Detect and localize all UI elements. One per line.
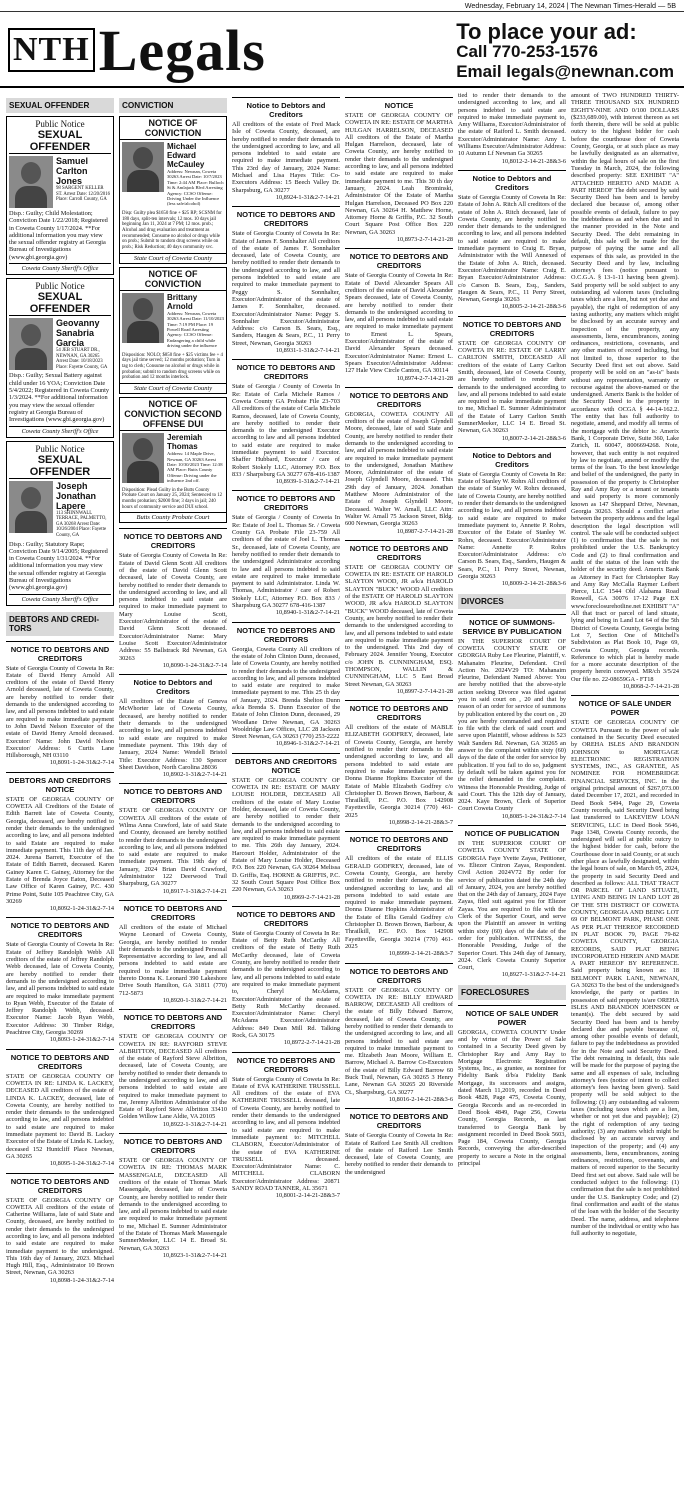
convict-name: Brittany Arnold (167, 292, 198, 311)
notice-body: GEORGIA, COWETA COUNTY Under and by virtue of the Power of Sale contained in a Security Deed given by Christopher Ray and Amy Ray to Mortgage Electronic Registration Systems, Inc., as grantee, as nominee for Fidelity Bank d/b/a Fidelity Bank Mortgage, its successors and assigns, dated March 11,2019, recorded in Deed Book 4828, Page 475, Coweta County, Georgia Records and as re-recorded in Deed Book 4849, Page 256, Coweta County, Georgia Records, as last transferred to Georgia Bank by assignment recorded in Deed Book 5603, Page 184, Coweta County, Georgia Records, conveying the after-described property to secure a Note in the original principal (458, 1028, 566, 1168)
conviction-court: State Court of Coweta County (120, 383, 226, 393)
offender-footer: Coweta County Sheriff's Office (9, 263, 111, 272)
conviction-info (167, 142, 224, 207)
notice-body: STATE OF GEORGIA COUNTY OF COWETA IN RE: LINDA K. LACKEY, DECEASED All creditors of the estate of LINDA K. LACKEY, deceased, late of Coweta County, are hereby notified to render their demands to the undersigned according to law, and all persons indebted to said estate are required to make immediate payment to: David B. Lackey Executor of the Estate of Linda K. Lackey, deceased 152 Huntcliff Place Newnan, GA 30265 (6, 1072, 114, 1160)
notice-reference: 10,8931-1-31&2-7-14-21 (275, 347, 340, 355)
notice-body: State of Georgia County of Coweta In Re: Estate of John A. Ritch All creditors of the estate of John A. Ritch deceased, late of Coweta County, are hereby notified to render their demands to the undersigned according to law, and all persons indebted to said estate are required to make immediate payment to Craig E. Bryan, Administrator with the Will Annexed of the Estate of John A. Ritch, deceased. Executor/Administrator Name: Craig E. Bryan Executor/Administrator Address: c/o Carson B. Sears, Esq., Sanders, Haugen & Sears, P.C., 11 Perry Street, Newnan, Georgia 30263 (458, 193, 566, 304)
notice-body: All creditors of the estate of ELLIS GERALD GODFREY, deceased, late of Coweta County, Georgia, are hereby notified to render their demands to the undersigned according to law, and all persons indebted to said estate are required to make immediate payment. Donna Dianne Hopkins Administrator of the Estate of Ellis Gerald Godfrey c/o Christopher D. Brown Brown, Barbour, & Thrailkill, P.C. P.O. Box 142908 Fayetteville, Georgia 30214 (770) 461-2025 (345, 855, 453, 950)
notice-body: STATE OF GEORGIA COUNTY OF COWETA Pursuant to the power of sale contained in the Security Deed executed by OREHA ISLES AND BRANDON JOHNSON to MORTGAGE ELECTRONIC REGISTRATION SYSTEMS, INC., AS GRANTEE, AS NOMINEE FOR HOMEBRIDGE FINANCIAL SERVICES, INC. in the original principal amount of $267,073.00 dated December 17, 2021, and recorded in Deed Book 5494, Page 29, Coweta County records, said Security Deed being last transferred to LAKEVIEW LOAN SERVICING, LLC in Deed Book 5646, Page 1348, Coweta County records, the undersigned will sell at public outcry to the highest bidder for cash, before the Courthouse door in said County, or at such other place as lawfully designated, within the legal hours of sale, on March 05, 2024, the property in said Security Deed and described as follows: ALL THAT TRACT OR PARCEL OF LAND SITUATE, LYING AND BEING IN LAND LOT 28 OF THE 5TH DISTRICT OF COWETA COUNTY, GEORGIA AND BEING LOT 69 OF BELMONT PARK, PHASE ONE AS PER PLAT THEREOF RECORDED IN PLAT BOOK 79, PAGE 79-82 COWETA COUNTY, GEORGIA RECORDS, SAID PLAT BEING INCORPORATED HEREIN AND MADE A PART HEREOF BY REFERENCE. Said property being known as: 18 BELMONT PARK LANE, NEWNAN, GA 30263 To the best of the undersigned's knowledge, the party or parties in possession of said property is/are OREHA ISLES AND BRANDON JOHNSON or tenant(s). The debt secured by said Security Deed has been and is hereby declared due and payable because of, among other possible events of default, failure to pay the indebtedness as provided for in the Note and said Security Deed. The debt remaining in default, this sale will be made for the purpose of paying the same and all expenses of sale, including attorney's fees (notice of intent to collect attorney's fees having been given). Said property will be sold subject to the following: (1) any outstanding ad valorem taxes (including taxes which are a lien, whether or not yet due and payable); (2) the right of redemption of any taxing authority; (3) any matters which might be disclosed by an accurate survey and inspection of the property; and (4) any assessments, liens, encumbrances, zoning ordinances, restrictions, covenants, and matters of record superior to the Security Deed first set out above. Said sale will be conducted subject to the following: (1) confirmation that the sale is not prohibited under the U.S. Bankruptcy Code; and (2) final confirmation and audit of the status of the loan with the holder of the Security Deed. The name, address, and telephone number of the individual or entity who has full authority to negotiate, (571, 719, 679, 1238)
offender-details: 98 SARGENT KELLER ST. Arrest Date: 12/20/2016 Place: Carroll County, GA (56, 186, 111, 203)
notice-body: All creditors of the Estate of Geneva McWhorter late of Coweta County, deceased, are hereby notified to render their demands to the undersigned according to law, and all persons indebted to said estate are required to make immediate payment. This 19th day of January, 2024 Name: Wendell Bristol Title: Executor Address: 130 Spencer Sheet Davidson, North Carolina 28036 (119, 698, 227, 771)
notice-reference: 10,8917-1-31&2-7-14-21 (162, 887, 227, 895)
column-6 (571, 92, 679, 1510)
notice-reference: 10,8068-2-7-14-21-28 (622, 683, 679, 691)
sex-offender-notice (6, 441, 114, 606)
section-conviction: CONVICTION (119, 98, 227, 113)
convict-details: Address: Newnan, Coweta 30263 Arrest Date: 11/10/2023 Time: 7:19 PM Place: 19 Powell Road Arresting Agency: CCSO Offense: Endangering a child while driving under the influence (167, 310, 224, 349)
notice-reference: 10,8999-2-14-21-28&3-7 (388, 950, 453, 958)
notice-body: State of Georgia County of Coweta In Re: Estate of David Henry Arnold All creditors of the estate of David Henry Arnold deceased, late of Coweta County, are hereby notified to render their demands to the undersigned according to law, and all persons indebted to said estate are required to make immediate payment to John David Nelson Executor of the estate of David Henry Arnold deceased. Executor/ Name: John David Nelson Executor/ Address: 6 Curtis Lane Hillsborough, NH 03110 (6, 664, 114, 760)
section-foreclosures: FORECLOSURES (458, 985, 566, 1000)
public-notice-label: Public Notice (35, 119, 85, 129)
notice-body: STATE OF GEORGIA COUNTY OF COWETA IN RE: RAYFORD STEVE ALBRITTON, DECEASED All creditors of the estate of Rayford Steve Albritton, deceased, late of Coweta County, are hereby notified to render their demands to the undersigned according to law, and all persons indebted to said estate are required to make immediate payment to me, Jeremy Albritton Administrator of the Estate of Rayford Steve Albritton 33410 Golden Willow Lane Aldie, VA 20105 (119, 1033, 227, 1121)
offender-photo (9, 481, 53, 533)
notice-body: State of Georgia County of Coweta In Re: Estate of David Glenn Scott All creditors of the estate of David Glenn Scott deceased, late of Coweta County, are hereby notified to render their demands to the undersigned according to law, and all persons indebted to said estate are required to make immediate payment to Mary Louise Scott, Executor/Administrator of the estate of David Glenn Scott deceased. Executor/Administrator Name: Mary Louise Scott Executor/Administrator Address: 55 Ballstrack Rd Newnan, GA 30263 (119, 552, 227, 662)
notice-heading: Notice to Debtors and Creditors (119, 674, 227, 696)
notice-body: State of Georgia County of Coweta In Re: Estate of EVA KATHERINE TRUSSELL All creditors of the estate of EVA KATHERINE TRUSSELL deceased, late of Coweta County, are hereby notified to render their demands to the undersigned according to law, and all persons indebted to said estate are required to make immediate payment to: MITCHELL CLABORN, Executor/Administrator of the estate of EVA KATHERINE TRUSSELL deceased. Executor/Administrator Name: C. MITCHELL CLABORN Executor/Administrator Address: 20871 SANDY ROAD TANNER, AL 35671 (232, 1075, 340, 1193)
conviction-notice (119, 116, 227, 264)
notice-body: IN THE SUPERIOR COURT OF COWETA COUNTY STATE OF GEORGIA Faye Yvette Zayas, Petitioner, vs. Eliezer Cintron Zayas, Respondent. Civil Action 2024V72 By order for service of publication dated the 24th day of January, 2024, you are hereby notified that on the 24th day of January, 2024 Faye Zayas, filed suit against you for Eliezer Zayas. You are required to file with the Clerk of the Superior Court, and serve upon the Plaintiff an answer in writing within sixty (60) days of the date of the order for publication. WITNESS, the Honorable Presiding, Judge of the Superior Court. This 24th day of January, 2024. Clerk Coweta County Superior Court, (458, 840, 566, 972)
notice-heading: NOTICE TO DEBTORS AND CREDITORS (232, 622, 340, 644)
conviction-disposition: Disposition: NOLO; $850 fine + $25 victims fee + 4 days jail time served; 12 months probation; Turn in tag to clerk; Consume no alcohol or drugs while in probation; submit to random drug screens while on probation and 12 months interlock. (122, 352, 223, 381)
column-1 (6, 92, 114, 1510)
notice-body: State of Georgia / County of Coweta In Re: Estate of Carla Michele Ramos / Coweta County GA Probate File 23-703 All creditors of the estate of Carla Michele Ramos, deceased, late of Coweta County, are hereby notified to render their demands to the undersigned Executor according to law and all persons indebted to said estate are required to make immediate payment to said Executor. Shaffer Hubbard, Executor / care of Robert Stokely LLC, Attorney P.O. Box 833 / Sharpsburg GA 30277 678-416-1387 (232, 383, 340, 478)
place-ad-heading: To place your ad: (456, 19, 637, 44)
notice-heading: NOTICE TO DEBTORS AND CREDITORS (458, 316, 566, 338)
conviction-heading: NOTICE OF CONVICTION SECOND OFFENSE DUI (120, 398, 226, 431)
offender-row (9, 156, 111, 208)
sex-offender-heading: SEXUAL OFFENDER (9, 454, 111, 479)
notice-heading: NOTICE TO DEBTORS AND CREDITORS (119, 528, 227, 550)
conviction-disposition: Disp: Guilty plea $1650 fine + $25 RP; SCSNM for 180 days, split-ten intervals; 12 mos. 10 days jail beginning Jan 11, 2024 at 7 PM; 12 mos. prob.; Alcohol and drug evaluation and treatment as recommended; Consume no alcohol or drugs while on prob.; Submit to random drug screens while on prob.; Risk Reduction; 40 days community svc. (122, 210, 222, 251)
notice-reference: 10,8016-2-14-21-28&3-6 (388, 1095, 453, 1103)
notice-heading: NOTICE TO DEBTORS AND CREDITORS (345, 963, 453, 985)
notice-reference: 10,8090-1-24-31&2-7-14 (162, 661, 227, 669)
notice-body: All creditors of the estate of MABLE ELIZABETH GODFREY, deceased, late of Coweta County, Georgia, are hereby notified to render their demands to the undersigned according to law, and all persons indebted to said estate are required to make immediate payment. Donna Dianne Hopkins Executor of the Estate of Mable Elizabeth Godfrey c/o Christopher D. Brown Brown, Barbour, & Thrailkill, P.C. P.O. Box 142908 Fayetteville, Georgia 30214 (770) 461-2025 (345, 724, 453, 819)
notice-heading: NOTICE TO DEBTORS AND CREDITORS (119, 900, 227, 922)
offender-info (56, 481, 111, 539)
notice-heading: NOTICE TO DEBTORS AND CREDITORS (232, 1052, 340, 1074)
legals-title: Legals (98, 18, 266, 83)
notice-body: IN THE SUPERIOR COURT OF COWETA COUNTY STATE OF GEORGIA Ruby Lee Fleurine, Plaintiff, v. Mahanaim Fleurine, Defendant. Civil Action No. 2024V29 TO: Mahanaim Fleurine, Defendant Named Above: You are hereby notified that the above-style action seeking Divorce was filed against you in said court on , 20 and that by reason of an order for service of summons by publication entered by the court on , 20 you are hereby commanded and required to file with the clerk of said court and serve upon Plaintiff, whose address is 523 Walt Sanders Rd. Newnan, GA 30265 an answer to the complaint within sixty (60) days of the date of the order for service by publication. If you fail to do so, judgment by default will be taken against you for the relief demanded in the complaint. Witness the Honorable Presiding, Judge of said Court. This the 12th day of January, 2024. Kaye Brown, Clerk of Superior Court Coweta County (458, 637, 566, 813)
section-sexual-offender: SEXUAL OFFENDER (6, 98, 114, 113)
sex-offender-notice (6, 278, 114, 437)
convict-details: Address: Newnan, Coweta 30263 Arrest Date: 10/7/2023 Time: 2:44 AM Place: Bulloch St & Amlajack Blvd Arresting Agency: CCSO Offense: Driving Under the Influence (less safe/alcohol) (167, 169, 224, 207)
section-debtors: DEBTORS AND CREDI-TORS (6, 612, 114, 636)
offender-details: 113 SHINNWALL TERRACE, PALMETTO, GA 30268 Arrest Date: 10/26/2004 Place: Fayette County, GA (56, 510, 107, 538)
sex-offender-heading: SEXUAL OFFENDER (9, 291, 111, 316)
conviction-row (120, 431, 226, 485)
notice-reference: 10,8012-2-14-21-28&3-6 (501, 157, 566, 165)
notice-reference: 10,8091-1-24-31&2-7-14 (49, 759, 114, 767)
notice-heading: NOTICE TO DEBTORS AND CREDITORS (345, 831, 453, 853)
conviction-court: Butts County Probate Court (120, 512, 226, 522)
notice-heading: NOTICE OF SALE UNDER POWER (571, 695, 679, 717)
notice-heading: Notice to Debtors and Creditors (232, 97, 340, 119)
legals-logo (8, 20, 266, 82)
notice-body: State of Georgia County of Coweta In Re: Estate of Betty Ruth McCarthy All creditors of the estate of Betty Ruth McCarthy deceased, late of Coweta County, are hereby notified to render their demands to the undersigned according to law, and all persons indebted to said estate are required to make immediate payment to, Cheryl McAdams, Executor/Administrator of the estate of Betty Ruth McCarthy deceased. Executor/Administrator Name: Cheryl McAdams Executor/Administrator Address: 849 Dean Mill Rd. Talking Rock, GA 30175 (232, 929, 340, 1039)
notice-body: State of Georgia County of Coweta In Re: Estate of Raiford Lee Smith All creditors of the estate of Raiford Lee Smith deceased, late of Coweta County, are hereby notified to render their demands to the undersigned (345, 1132, 453, 1176)
notice-body: STATE OF GEORGIA COUNTY OF COWETA IN RE: ESTATE OF MARY LOUISE HOLDER, DECEASED All creditors of the estate of Mary Louise Holder, deceased, late of Coweta County, are hereby notified to render their demands to the undersigned according to law, and all persons indebted to said estate are required to make immediate payment to me. This 26th day January, 2024. Harcourt Holder, Administrator of the Estate of Mary Louise Holder, Deceased P.O. Box 220 Newnan, GA 30264 Melissa D. Griffis, Esq. HORNE & GRIFFIS, P.C. 32 South Court Square Post Office Box 220 Newnan, GA 30263 (232, 776, 340, 894)
offender-info (56, 156, 111, 208)
notice-heading: NOTICE TO DEBTORS AND CREDITORS (345, 540, 453, 562)
column-5 (458, 92, 566, 1510)
notice-reference: 10,8998-2-14-21-28&3-7 (388, 819, 453, 827)
sex-offender-heading: SEXUAL OFFENDER (9, 129, 111, 154)
conviction-heading: NOTICE OF CONVICTION (120, 268, 226, 291)
notice-heading: NOTICE TO DEBTORS AND CREDITORS (232, 206, 340, 228)
notice-body: State of Georgia County of Coweta In Re: Estate of Stanley W. Rohrs All creditors of the estate of Stanley W. Rohrs deceased, late of Coweta County, are hereby notified to render their demands to the undersigned according to law, and all persons indebted to said estate are required to make immediate payment to, Annette P. Rohrs, Executor of the Estate of Stanley W. Rohrs, deceased. Executor/Administrator Name: Annette P. Rohrs Executor/Administrator Address: c/o Carson B. Sears, Esq., Sanders, Haugen & Sears, P.C., 11 Perry Street, Newnan, Georgia 30263 (458, 470, 566, 581)
public-notice-label: Public Notice (35, 281, 85, 292)
notice-heading: NOTICE TO DEBTORS AND CREDITORS (232, 906, 340, 928)
notice-body: STATE OF GEORGIA COUNTY OF COWETA IN RE: ESTATE OF HAROLD SLAYTON WOOD, JR a/k/a HAROLD SLAYTON "BUCK" WOOD All creditors of the ESTATE OF HAROLD SLAYTON WOOD, JR a/k/a HAROLD SLAYTON "BUCK" WOOD deceased, late of Coweta County, are hereby notified to render their demands to the undersigned according to law, and all persons indebted to said estate are required to make immediate payment to the undersigned. This 2nd day of February 2024. Jennifer Young, Executor c/o JOHN B. CUNNINGHAM, ESQ. THOMPSON, WALLIN & CUNNINGHAM, LLC 5 East Broad Street Newnan, GA 30263 (345, 563, 453, 688)
offender-photo (9, 156, 53, 208)
conviction-info (167, 293, 224, 349)
notice-reference: 10,8095-1-24-31&2-7-14 (49, 1160, 114, 1168)
offender-name: Samuel Carlton Jones (56, 156, 89, 186)
notice-reference: 10,8972-2-7-14-21-28 (283, 1039, 340, 1047)
offender-details: 54 JEB STUART DR., NEWNAN, GA 30265 Arrest Date: 10/18/2023 Place: Fayette County, GA (56, 348, 108, 370)
notice-reference: 10,8939-1-31&2-7-14-21 (275, 478, 340, 486)
public-notice-label: Public Notice (35, 443, 85, 454)
notice-reference: 10,8092-1-24-31&2-7-14 (49, 905, 114, 913)
conviction-row (120, 140, 226, 209)
offender-row (9, 481, 111, 539)
notice-body: All creditors of the estate of Michael Wayne Leonard of Coweta County, Georgia, are hereby notified to render their demands to the undersigned Personal Representative according to law, and all persons indebted to said estate are required to make immediate payment thereto Donna K. Leonard 390 Lakeshore Drive South Hamilton, GA 31811 (770) 712-5873 (119, 923, 227, 997)
convict-name: Jeremiah Thomas (167, 433, 203, 452)
sex-offender-notice (6, 116, 114, 275)
notice-reference: 10,8940-1-31&2-7-14-21 (275, 609, 340, 617)
notice-heading: DEBTORS AND CREDITORS NOTICE (232, 753, 340, 775)
notice-heading: NOTICE TO DEBTORS AND CREDITORS (6, 641, 114, 663)
notice-heading: NOTICE TO DEBTORS AND CREDITORS (6, 917, 114, 939)
nth-logo: NTH (8, 28, 95, 72)
notice-reference: 10,8902-1-31&2-7-14-21 (162, 771, 227, 779)
masthead (0, 14, 684, 88)
notice-body: STATE OF GEORGIA COUNTY OF COWETA IN RE: ESTATE OF LARRY CARLTON SMITH, DECEASED All creditors of the estate of Larry Carlton Smith, deceased, late of Coweta County, are hereby notified to render their demands to the undersigned according to law, and all persons indebted to said estate are required to make immediate payment to me, Michael E. Sumner Administrator of the Estate of Larry Carlton Smith SumnerMeeker, LLC 14 E. Broad St. Newnan, GA 30263 (458, 339, 566, 435)
notice-heading: NOTICE TO DEBTORS AND CREDITORS (6, 1173, 114, 1195)
notice-reference: 10,8085-1-24-31&2-7-14 (501, 812, 566, 820)
offender-footer: Coweta County Sheriff's Office (9, 594, 111, 603)
notice-reference: 10,8946-1-31&2-7-14-21 (275, 740, 340, 748)
mugshot-photo (122, 433, 164, 483)
place-ad-box (456, 19, 674, 82)
notice-heading: NOTICE OF PUBLICATION (458, 825, 566, 838)
conviction-heading: NOTICE OF CONVICTION (120, 117, 226, 140)
mugshot-photo (122, 142, 164, 192)
notice-reference: 10,8001-2-14-21-28&3-7 (275, 1192, 340, 1200)
offender-photo (9, 318, 53, 370)
notice-body: State of Georgia County of Coweta In Re: Estate of Jeffrey Randolph Webb All creditors of the estate of Jeffrey Randolph Webb deceased, late of Coweta County, are hereby notified to render their demands to the undersigned according to law, and all persons indebted to said estate are required to make immediate payment to Ryan Webb, Executor of the Estate of Jeffrey Randolph Webb, deceased. Executor Name: Jacob Ryan Webb, Executor Address: 30 Timber Ridge, Peachtree City, Georgia 30269 (6, 941, 114, 1037)
notice-body: State of Georgia County of Coweta In Re: Estate of James F. Sonnhalter All creditors of the estate of James F. Sonnhalter deceased, late of Coweta County, are hereby notified to render their demands to the undersigned according to law, and all persons indebted to said estate are required to make immediate payment to Peggy S. Sonnhalter, Executor/Administrator of the estate of James F. Sonnhalter, deceased. Executor/Administrator Name: Peggy S. Sonnhalter Executor/Administrator Address: c/o Carson B. Sears, Esq., Sanders, Haugen & Sears, P.C., 11 Perry Street, Newnan, Georgia 30263 (232, 230, 340, 347)
notice-reference: 10,8987-2-7-14-21-28 (396, 527, 453, 535)
notice-heading: DEBTORS AND CREDITORS NOTICE (6, 772, 114, 794)
offender-summary: Disp.: Guilty; Statutory Rape; Conviction Date 9/14/2005; Registered in Coweta County 1/31/2024. **For additional information you may view the sexual offender registry at Georgia Bureau of Investigations (www.gbi.georgia.gov) (9, 540, 108, 592)
offender-info (56, 318, 111, 370)
notice-reference: 10,8009-2-14-21-28&3-6 (501, 580, 566, 588)
notice-reference: 10,8007-2-14-21-28&3-6 (501, 434, 566, 442)
offender-summary: Disp.: Guilty; Child Molestation; Conviction Date 1/22/2018; Registered in Coweta County 1/17/2024. **For additional information you may view the sexual offender registry at Georgia Bureau of Investigations (www.gbi.georgia.gov) (9, 210, 108, 261)
notice-heading: NOTICE TO DEBTORS AND CREDITORS (232, 490, 340, 512)
notice-heading: NOTICE (345, 97, 453, 110)
notice-heading: NOTICE TO DEBTORS AND CREDITORS (119, 1133, 227, 1155)
offender-name: Geovanny Sanabria Garcia (56, 318, 100, 349)
notice-reference: 10,8922-1-31&2-7-14-21 (162, 1120, 227, 1128)
offender-footer: Coweta County Sheriff's Office (9, 426, 111, 435)
notice-heading: NOTICE TO DEBTORS AND CREDITORS (345, 387, 453, 409)
notice-reference: 10,8005-2-14-21-28&3-6 (501, 303, 566, 311)
notice-body: STATE OF GEORGIA COUNTY OF COWETA All creditors of the estate of Wilma Anna Crawford, late of said State and County, deceased are hereby notified to render their demands to the undersigned according to law, and all persons indebted to said estate are required to make immediate payment. This 19th day of January, 2024 Brian David Crawford, Administrator 122 Deerwood Trail Sharpsburg, GA 30277 (119, 807, 227, 888)
notice-heading: NOTICE TO DEBTORS AND CREDITORS (6, 1049, 114, 1071)
notice-heading: NOTICE TO DEBTORS AND CREDITORS (345, 700, 453, 722)
offender-row (9, 318, 111, 370)
email-link[interactable]: Email legals@newnan.com (456, 62, 674, 81)
conviction-disposition: Disposition: Plead Guilty in the Butts County Probate Court on January 25, 2024; Sentenced to 12 months probation; $2000 fine; 3 days in jail; 240 hours of community service and DUI school. (122, 487, 223, 510)
notice-body: STATE OF GEORGIA COUNTY OF COWETA IN RE: ESTATE OF MARTHA HULGAN HARRELSON, DECEASED All creditors of the Estate of Martha Hulgan Harrelson, deceased, late of Coweta County, are hereby notified to render their demands to the undersigned according to law, and all persons indebted to said estate are required to make immediate payment to me. This 30 th day January, 2024. Leah Brominski, Administrator Of the Estate of Martha Hulgan Harrelson, Deceased PO Box 220 Newnan, GA 30264 H. Matthew Horne, Attorney Horne & Griffis, P.C. 32 South Court Square Post Office Box 220 Newnan, GA 30263 (345, 112, 453, 236)
notice-body: STATE OF GEORGIA COUNTY OF COWETA IN RE: BILLY EDWARD BARROW, DECEASED All creditors of the estate of Billy Edward Barrow, deceased, late of Coweta County, are hereby notified to render their demands to the undersigned according to law, and all persons indebted to said estate are required to make immediate payment to me. Elizabeth Jean Moore, William E. Barrow, Michael A. Barrow Co-Executors of the estate of Billy Edward Barrow 60 Buck Trail, Newnan, GA 30265 3 Henry Lane, Newnan GA 30265 20 Riverside Ct., Sharpsburg, GA 30277 (345, 986, 453, 1096)
notice-reference: 10,8974-2-7-14-21-28 (396, 374, 453, 382)
notice-reference: 10,8997-2-7-14-21-28 (396, 687, 453, 695)
mugshot-photo (122, 293, 164, 343)
notice-heading: Notice to Debtors and Creditors (458, 447, 566, 469)
column-2 (119, 92, 227, 1510)
conviction-notice (119, 267, 227, 394)
offender-summary: Disp.: Guilty; Sexual Battery against child under 16 YOA; Conviction Date 5/4/2022; Registered in Coweta County 1/3/2024. **For additional information you may view the sexual offender registry at Georgia Bureau of Investigations (www.gbi.georgia.gov) (9, 372, 110, 424)
notice-reference: 10,8969-2-7-14-21-28 (283, 893, 340, 901)
notice-heading: NOTICE TO DEBTORS AND CREDITORS (345, 248, 453, 270)
column-4 (345, 92, 453, 1510)
offender-name: Joseph Jonathan Lapere (56, 480, 97, 511)
notice-body: amount of TWO HUNDRED THIRTY-THREE THOUSAND SIX HUNDRED EIGHTY-NINE AND 0/100 DOLLARS ($233,689.00), with interest thereon as set forth therein, there will be sold at public outcry to the highest bidder for cash before the courthouse door of Coweta County, Georgia, or at such place as may be lawfully designated as an alternative, within the legal hours of sale on the first Tuesday in March, 2024, the following described property: SEE EXHIBIT "A" ATTACHED HERETO AND MADE A PART HEREOF The debt secured by said Security Deed has been and is hereby declared due because of, among other possible events of default, failure to pay the indebtedness as and when due and in the manner provided in the Note and Security Deed. The debt remaining in default, this sale will be made for the purpose of paying the same and all expenses of this sale, as provided in the Security Deed and by law, including attorney's fees (notice pursuant to O.C.G.A. § 13-1-11 having been given). Said property will be sold subject to any outstanding ad valorem taxes (including taxes which are a lien, but not yet due and payable), the right of redemption of any taxing authority, any matters which might be disclosed by an accurate survey and inspection of the property, any assessments, liens, encumbrances, zoning ordinances, restrictions, covenants, and any other matters of record including, but not limited to, those superior to the Security Deed first set out above. Said property will be sold on an "as-is" basis without any representation, warranty or recourse against the above-named or the undersigned. Amerix Bank is the holder of the Security Deed to the property in accordance with OCGA § 44-14-162.2. The entity that has full authority to negotiate, amend, and modify all terms of the mortgage with the debtor is: Amerix Bank, 1 Corporate Drive, Suite 360, Lake Zurich, IL 60047, 8006694268. Note, however, that such entity is not required by law to negotiate, amend or modify the terms of the loan. To the best knowledge and belief of the undersigned, the party in possession of the property is Christopher Ray and Amy Ray or a tenant or tenants and said property is more commonly known as 147 Sheppard Drive, Newnan, Georgia 30263. Should a conflict arise between the property address and the legal description the legal description will control. The sale will be conducted subject (1) to confirmation that the sale is not prohibited under the U.S. Bankruptcy Code and (2) to final confirmation and audit of the status of the loan with the holder of the security deed. Amerix Bank as Attorney in Fact for Christopher Ray and Amy Ray McCalla Raymer Leibert Pierce, LLC 1544 Old Alabama Road Roswell, GA 30076 17-12 Page EX www.foreclosurehotline.net EXHIBIT "A" All that tract or parcel of land situate, lying and being in Land Lot 64 of the 5th District of Coweta County, Georgia being Lot 7, Section One of Mitchell's Subdivision as Plat Book 10, Page 69, Coweta County, Georgia records. Reference to which plat is hereby made for a more accurate description of the property herein conveyed. MR/ch 3/5/24 Our file no. 22-08659GA - FT18 (571, 92, 679, 683)
notice-reference: 10,8923-1-31&2-7-14-21 (162, 1251, 227, 1259)
notice-body: STATE OF GEORGIA COUNTY OF COWETA IN RE: THOMAS MARK MASSENGALE, DECEASED All creditors of the estate of Thomas Mark Massengale, deceased, late of Coweta County, are hereby notified to render their demands to the undersigned according to law, and all persons indebted to said estate are required to make immediate payment to me, Michael E. Sumner Administrator of the Estate of Thomas Mark Massengale SumnerMeeker, LLC 14 E. Broad St. Newnan, GA 30263 (119, 1157, 227, 1252)
notice-heading: NOTICE OF SALE UNDER POWER (458, 1005, 566, 1027)
notice-heading: NOTICE TO DEBTORS AND CREDITORS (232, 359, 340, 381)
conviction-court: State Court of Coweta County (120, 253, 226, 263)
notice-reference: 10,8093-1-24-31&2-7-14 (49, 1036, 114, 1044)
call-number: Call 770-253-1576 (456, 42, 598, 61)
notice-body: STATE OF GEORGIA COUNTY OF COWETA All creditors of the estate of Catherine Williams, late of said State and County, deceased, are hereby notified to render their demands to the undersigned according to law, and all persons indebted to said estate are required to make immediate payment to the undersigned. This 16th day of January, 2023. Michael Hugh Hill, Esq., Administrator 10 Brown Street, Newnan, GA 30263 (6, 1196, 114, 1277)
notice-body: All creditors of the estate of Fred Mack Isle of Coweta County, deceased, are hereby notified to render their demands to the undersigned according to law, and all persons indebted to said estate are required to make immediate payment. This 23rd day of January, 2024 Name: Michael and Lisa Hayes Title: Co-Executors Address: 15 Beech Valley Dr. Sharpsburg, GA 30277 (232, 121, 340, 194)
notice-body: GEORGIA, COWETA COUNTY All creditors of the estate of Joseph Glyndell Moore, deceased, late of said State and County, are hereby notified to render their demands to the undersigned according to law, and all persons indebted to said estate are required to make immediate payment to the undersigned, Jonathan Matthew Moore, Administrator of the estate of Joseph Glyndell Moore, deceased. This 29th day of January, 2024. Jonathan Matthew Moore Administrator of the Estate of Joseph Glyndell Moore, Deceased. Walter W. Amall, LLC Attn: Walter W. Amall 75 Jackson Street, Bldg. 600 Newnan, Georgia 30263 (345, 410, 453, 528)
notice-heading: NOTICE TO DEBTORS AND CREDITORS (119, 1009, 227, 1031)
section-divorces: DIVORCES (458, 594, 566, 609)
notice-reference: 10,8924-1-31&2-7-14-21 (275, 193, 340, 201)
notice-body: STATE OF GEORGIA COUNTY OF COWETA All Creditors of the Estate of Edith Barrett late of Coweta County, Georgia, deceased, are hereby notified to render their demands to the undersigned according to law, and all persons indebted to said Estate are required to make immediate payment. This 11th day of Jan. 2024. Jurena Barrett, Executor of the Estate of Edith Barrett, deceased. Karen Gainey Karen C. Gainey, Attorney for the Estate of Brenda Joyce Eaton, Deceased Law Office of Karen Gainey, P.C. 430 Prime Point, Suite 105 Peachtree City, GA 30269 (6, 795, 114, 905)
notice-heading: NOTICE OF SUMMONS-SERVICE BY PUBLICATION (458, 614, 566, 636)
notice-body: Georgia, Coweta County All creditors of the estate of John Clinton Dunn, deceased, late of Coweta County, are hereby notified to render their demands to the undersigned according to law, and all persons indebted to said estate are required to make immediate payment to me. This 25 th day of January, 2024. Brenda Shelton Dunn a/k/a Brenda S. Dunn Executor of the Estate of John Clinton Dunn, deceased, 29 Woodlane Drive Newnan, GA 30263 Wooldridge Law Offices, LLC 28 Jackson Street Newnan, GA 30263 (770) 253-2222 (232, 645, 340, 741)
notice-reference: 10,8098-1-24-31&2-7-14 (49, 1276, 114, 1284)
convict-details: Address: 14 Maple Drive, Newnan, GA 30263 Arrest Date: 10/30/2023 Time: 12:38 AM Place: Butts County Offense: Driving under the influence 2nd off. (167, 451, 223, 484)
notice-body: State of Georgia / County of Coweta In Re: Estate of Joel L. Thomas Sr. / Coweta County GA Probate File 23-759 All creditors of the estate of Joel L. Thomas Sr., deceased, late of Coweta County, are hereby notified to render their demands to the undersigned Administrator according to law and all persons indebted to said estate are required to make immediate payment to said Administrator. Linda W. Thomas, Administrator / care of Robert Stokely LLC, Attorney P.O. Box 833 / Sharpsburg GA 30277 678-416-1387 (232, 514, 340, 610)
convict-name: Michael Edward McCauley (167, 142, 205, 169)
notice-heading: NOTICE TO DEBTORS AND CREDITORS (345, 1108, 453, 1130)
notice-reference: 10,8973-2-7-14-21-28 (396, 236, 453, 244)
conviction-info (167, 433, 224, 483)
conviction-row (120, 291, 226, 351)
notice-body: State of Georgia County of Coweta In Re: Estate of David Alexander Spears All creditors of the estate of David Alexander Spears deceased, late of Coweta County, are hereby notified to render their demands to the undersigned according to law, and all persons indebted to said estate are required to make immediate payment to Ernest L. Spears, Executor/Administrator of the estate of David Alexander Spears deceased. Executor/Administrator Name: Ernest L. Spears Executor/Administrator Address: 127 Hale View Circle Canton, GA 30114 (345, 272, 453, 375)
column-3 (232, 92, 340, 1510)
notice-heading: Notice to Debtors and Creditors (458, 170, 566, 192)
notice-reference: 10,8920-1-31&2-7-14-21 (162, 996, 227, 1004)
conviction-notice (119, 397, 227, 523)
date-line: Wednesday, February 14, 2024 | The Newnan Times-Herald — 5B (0, 0, 684, 12)
notice-heading: NOTICE TO DEBTORS AND CREDITORS (119, 783, 227, 805)
notice-reference: 10,8927-1-31&2-7-14-21 (501, 971, 566, 979)
notice-body: tied to render their demands to the undersigned according to law, and all persons indebted to said estate are required to make immediate payment to, Amy Williams, Executor/Administrator of the estate of Raiford L. Smith deceased. Executor/Administrator Name: Amy L Williams Executor/Administrator Address: 10 Autumn Lf Newnan Ga 30265 (458, 92, 566, 158)
